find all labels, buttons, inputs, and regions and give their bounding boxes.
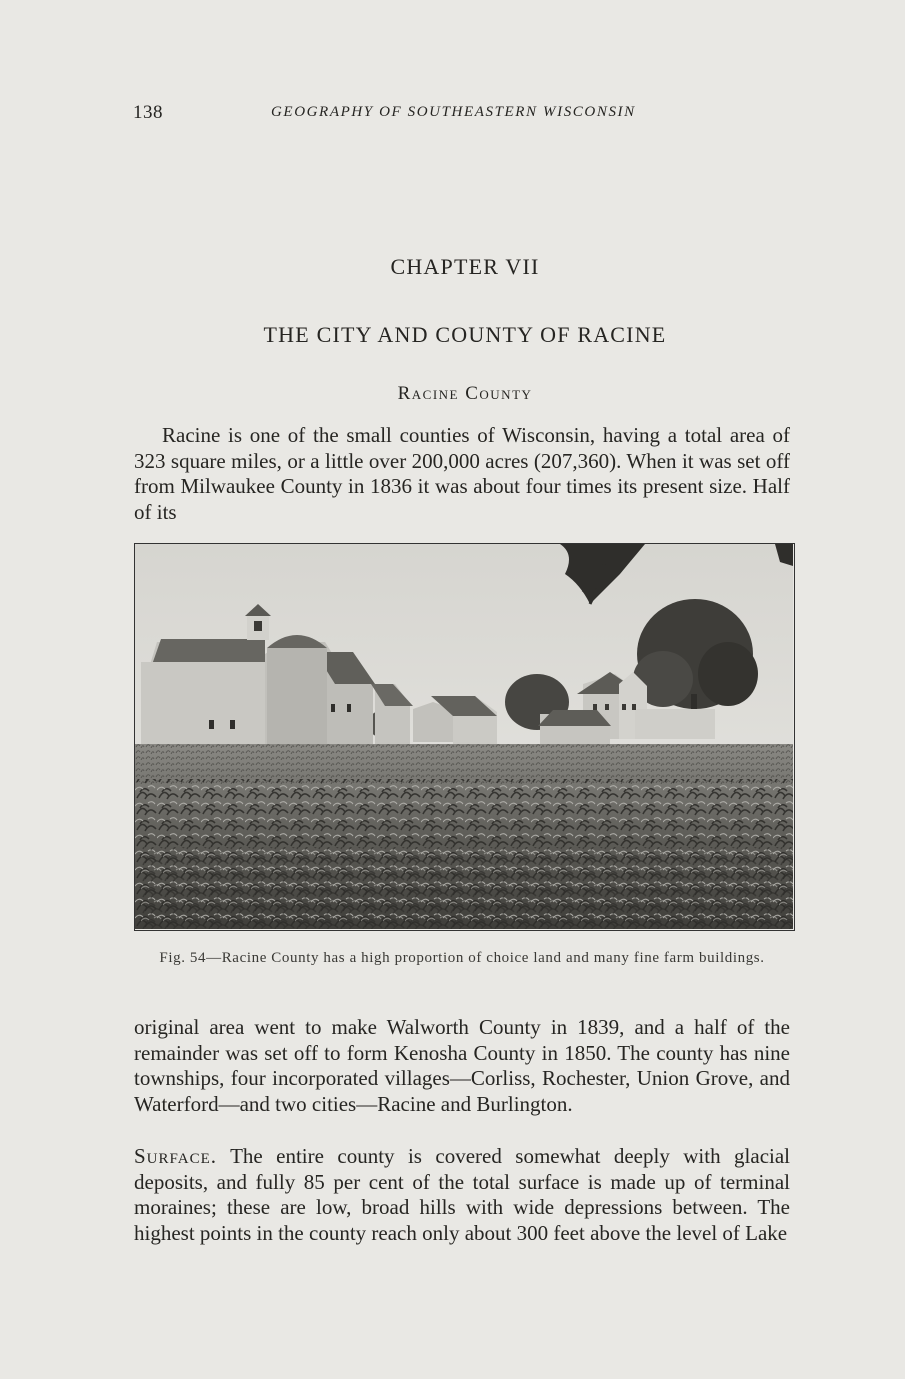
chapter-number: CHAPTER VII — [390, 254, 540, 279]
page-number: 138 — [133, 102, 163, 123]
figure-caption: Fig. 54—Racine County has a high proportion of choice land and many fine farm buildings. — [159, 950, 765, 966]
run-in-heading: Surface. — [134, 1144, 217, 1168]
figure-photograph — [134, 543, 795, 931]
running-title: GEOGRAPHY OF SOUTHEASTERN WISCONSIN — [271, 104, 636, 120]
paragraph-history: original area went to make Walworth County in 1839, and a half of the remainder was set off to form Kenosha County in 1850. The county has nine townships, four incorporated villages—Corliss, Rochester, Union Grove, and Waterford—and two cities—Racine and Burlington. — [134, 1015, 790, 1116]
chapter-title: THE CITY AND COUNTY OF RACINE — [263, 322, 667, 347]
paragraph-surface — [134, 1144, 790, 1246]
paragraph-intro: Racine is one of the small counties of Wisconsin, having a total area of 323 square miles, or a little over 200,000 acres (207,360). When it was set off from Milwaukee County in 1836 it was about four times its present size. Half of its — [134, 423, 790, 524]
farm-photo — [135, 544, 793, 929]
section-heading: Racine County — [397, 383, 533, 404]
paragraph-surface-text: The entire county is covered somewhat deeply with glacial deposits, and fully 85 per cent of the total surface is made up of terminal moraines; these are low, broad hills with wide depressions between. The highest points in the county reach only about 300 feet above the level of Lake — [134, 1144, 791, 1245]
running-head — [133, 100, 693, 130]
